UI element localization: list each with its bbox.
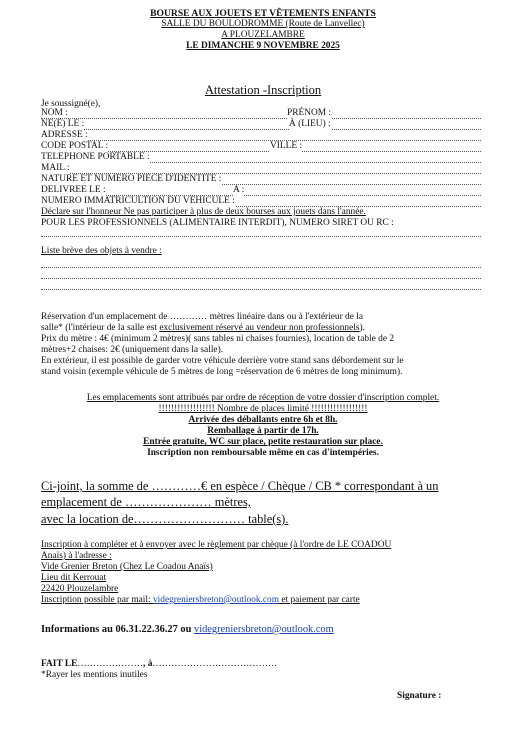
event-date: LE DIMANCHE 9 NOVEMBRE 2025 [186,41,340,51]
form-title: Attestation -Inscription [204,83,322,97]
ne-le-label: NE(E) LE : [41,119,85,129]
event-town: A PLOUZELAMBRE [221,30,305,40]
notice-packing: Remballage à partir de 17h. [207,426,319,436]
event-title: BOURSE AUX JOUETS ET VÊTEMENTS ENFANTS [150,8,376,19]
notice-entry: Entrée gratuite, WC sur place, petite restauration sur place. [143,437,383,447]
objects-line-2 [41,278,481,279]
ville-label: VILLE : [270,141,303,151]
objects-list-label: Liste brève des objets à vendre : [41,246,162,256]
info-line: Informations au 06.31.22.36.27 ou videgreniersbreton@outlook.com [41,624,334,635]
payment-line-3: avec la location de……………………… table(s). [41,512,289,526]
reservation-line-1: Réservation d'un emplacement de ………… mètres linéaire dans ou à l'extérieur de la [41,312,364,322]
objects-line-1 [41,267,481,268]
delivree-a-label: A : [233,185,245,195]
payment-line-1: Ci-joint, la somme de …………€ en espèce / Chèque / CB * correspondant à un [41,479,439,493]
nom-line [41,118,481,119]
event-venue: SALLE DU BOULODROMME (Route de Lanvellec) [161,19,365,29]
ne-le-line [41,129,481,130]
adresse-label: ADRESSE : [41,130,88,140]
rayer-note: *Rayer les mentions inutiles [41,670,148,680]
reservation-line-2: salle* (l'intérieur de la salle est exclusivement réservé au vendeur non professionnels). [41,323,365,333]
notice-refund: Inscription non remboursable même en cas d'intempéries. [147,448,379,458]
send-address-2: Lieu dit Kerrouat [41,573,107,583]
signature-label: Signature : [397,691,442,701]
notice-limited: !!!!!!!!!!!!!!!!!! Nombre de places limité !!!!!!!!!!!!!!!!!! [158,404,368,414]
declaration-text: Déclare sur l'honneur Ne pas participer à plus de deux bourses aux jouets dans l'année. [41,207,366,217]
reservation-line-3: Prix du mètre : 4€ (minimum 2 mètres)( sans tables ni chaises fournies), location de table de 2 [41,334,395,344]
pro-siret-line [41,236,481,237]
fait-le-line: FAIT LE…………………, à…………………………………. [41,659,277,669]
send-mail-line: Inscription possible par mail: videgreniersbreton@outlook.com et paiement par carte [41,595,360,605]
lieu-label: À (LIEU) : [289,119,331,129]
notice-arrival: Arrivée des déballants entre 6h et 8h. [188,415,338,425]
info-email-link[interactable]: videgreniersbreton@outlook.com [194,624,334,635]
send-address-3: 22420 Plouzelambre [41,584,119,594]
telephone-label: TELEPHONE PORTABLE : [41,152,150,162]
nature-piece-label: NATURE ET NUMERO PIECE D'IDENTITE : [41,174,222,184]
notice-allocation: Les emplacements sont attribués par ordre de réception de votre dossier d'inscription complet. [86,393,440,403]
nom-label: NOM : [41,108,68,118]
send-line-2: Anaïs) à l'adresse : [41,551,112,561]
send-email-link[interactable]: videgreniersbreton@outlook.com [152,595,280,605]
send-line-1: Inscription à compléter et à envoyer avec le règlement par chèque (à l'ordre de LE COADOU [41,540,392,550]
pro-siret-label: POUR LES PROFESSIONNELS (ALIMENTAIRE INTERDIT), NUMERO SIRET OU RC : [41,218,394,228]
objects-line-3 [41,289,481,290]
reservation-line-4: mètres+2 chaises: 2€ (uniquement dans la salle). [41,345,224,355]
payment-line-2: emplacement de ………………… mètres, [41,495,251,509]
mail-label: MAIL : [41,163,70,173]
code-postal-label: CODE POSTAL : [41,141,109,151]
prenom-label: PRÉNOM : [287,108,332,118]
intro-text: Je soussigné(e), [41,99,101,109]
immatriculation-label: NUMERO IMMATRICULTION DU VEHICULE : [41,196,235,206]
reservation-line-6: stand voisin (exemple véhicule de 5 mètres de long =réservation de 6 mètres de long minimum). [41,367,403,377]
delivree-label: DELIVREE LE : [41,185,106,195]
send-address-1: Vide Grenier Breton (Chez Le Coadou Anaïs) [41,562,213,572]
reservation-line-5: En extérieur, il est possible de garder votre véhicule derrière votre stand sans débordement sur le [41,356,404,366]
